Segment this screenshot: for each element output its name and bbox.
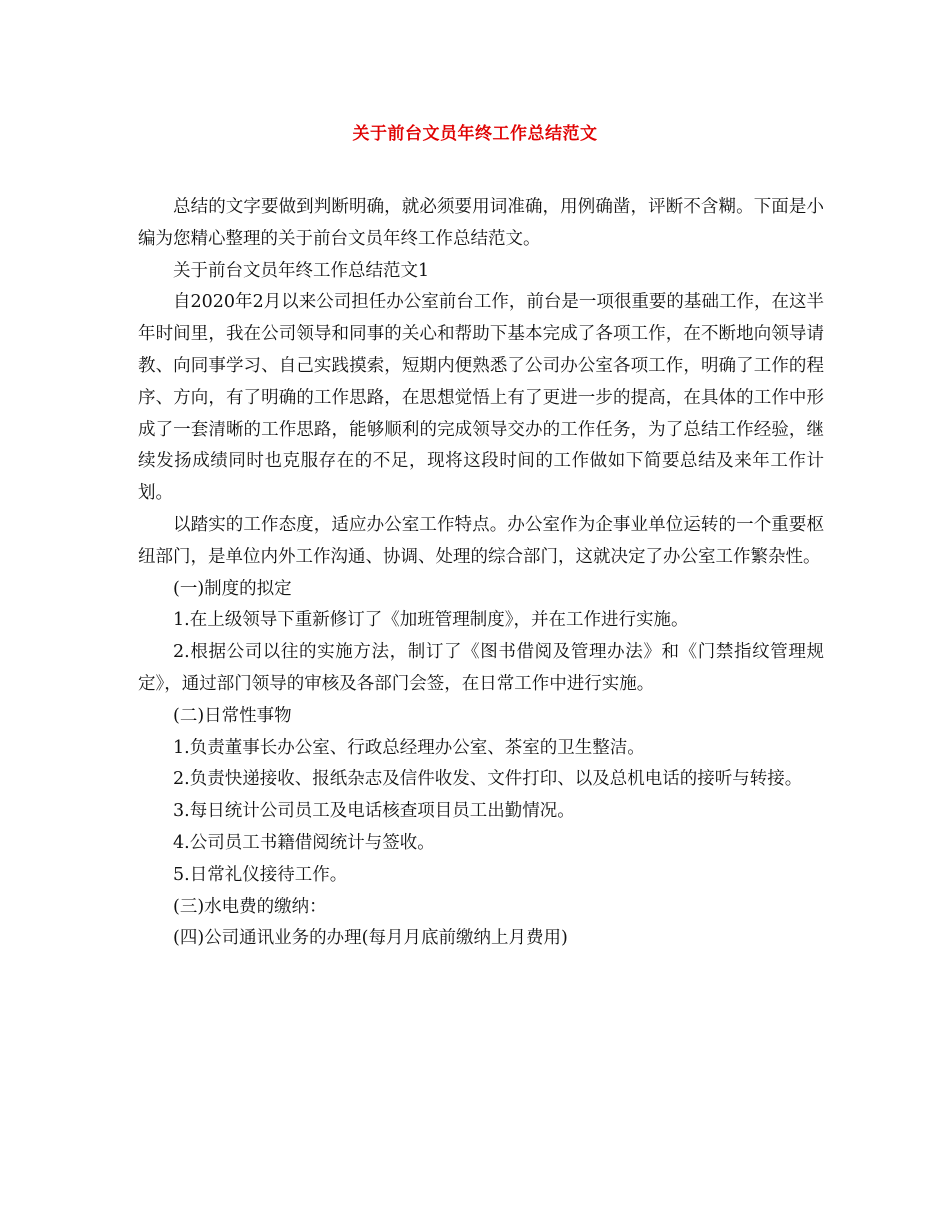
list-item: 3.每日统计公司员工及电话核查项目员工出勤情况。 [173,801,575,822]
subsection-heading: (四)公司通讯业务的办理(每月月底前缴纳上月费用) [173,928,568,949]
section-heading: 关于前台文员年终工作总结范文1 [173,260,430,281]
subsection-heading: (二)日常性事物 [173,705,292,726]
document-title: 关于前台文员年终工作总结范文 [352,124,598,144]
document-body [138,192,824,955]
body-paragraph: 自2020年2月以来公司担任办公室前台工作，前台是一项很重要的基础工作，在这半年时间里，我在公司领导和同事的关心和帮助下基本完成了各项工作，在不断地向领导请教、向同事学习、自己实践摸索，短期内便熟悉了公司办公室各项工作，明确了工作的程序、方向，有了明确的工作思路，在思想觉悟上有了更进一步的提高，在具体的工作中形成了一套清晰的工作思路，能够顺利的完成领导交办的工作任务，为了总结工作经验，继续发扬成绩同时也克服存在的不足，现将这段时间的工作做如下简要总结及来年工作计划。 [138,292,824,504]
list-item: 1.在上级领导下重新修订了《加班管理制度》，并在工作进行实施。 [173,610,689,631]
list-item: 2.根据公司以往的实施方法，制订了《图书借阅及管理办法》和《门禁指纹管理规定》，通过部门领导的审核及各部门会签，在日常工作中进行实施。 [138,642,824,694]
list-item: 2.负责快递接收、报纸杂志及信件收发、文件打印、以及总机电话的接听与转接。 [173,769,803,790]
list-item: 1.负责董事长办公室、行政总经理办公室、茶室的卫生整洁。 [173,737,645,758]
subsection-heading: (一)制度的拟定 [173,578,292,599]
list-item: 4.公司员工书籍借阅统计与签收。 [173,832,435,853]
body-paragraph: 以踏实的工作态度，适应办公室工作特点。办公室作为企事业单位运转的一个重要枢纽部门，是单位内外工作沟通、协调、处理的综合部门，这就决定了办公室工作繁杂性。 [138,514,824,567]
list-item: 5.日常礼仪接待工作。 [173,864,348,885]
intro-paragraph: 总结的文字要做到判断明确，就必须要用词准确，用例确凿，评断不含糊。下面是小编为您精心整理的关于前台文员年终工作总结范文。 [138,197,824,249]
subsection-heading: (三)水电费的缴纳： [173,896,327,917]
